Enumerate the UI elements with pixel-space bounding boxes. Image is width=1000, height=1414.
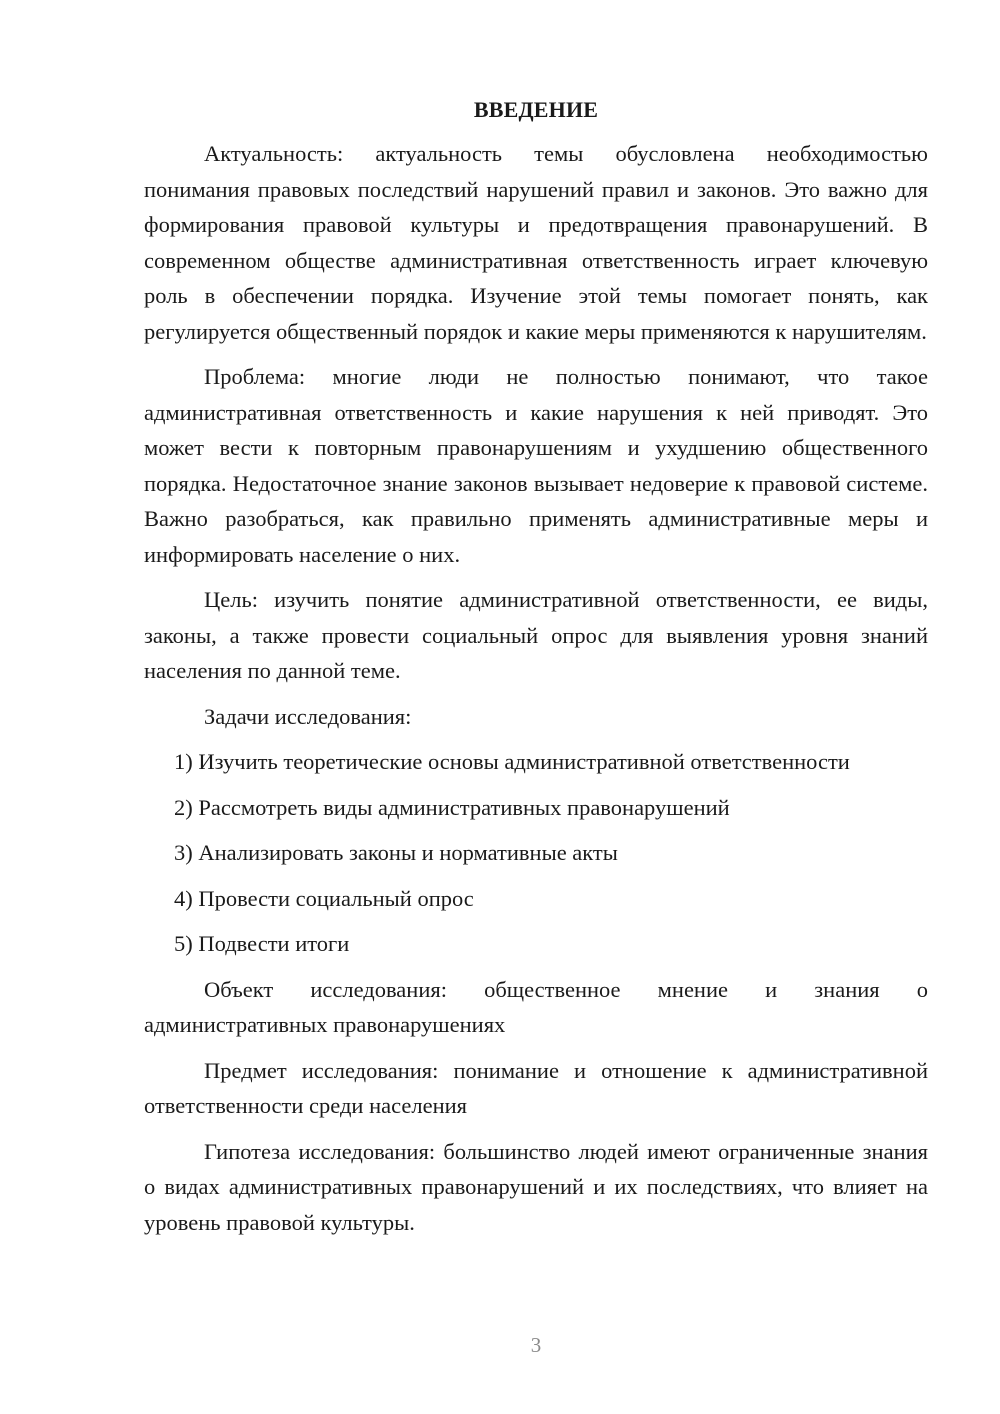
task-item-5: 5) Подвести итоги	[174, 931, 350, 956]
page-content	[144, 94, 928, 1250]
hypothesis-paragraph: Гипотеза исследования: большинство людей имеют ограниченные знания о видах административных правонарушений и их последствиях, что влияет на уровень правовой культуры.	[144, 1138, 928, 1235]
subject-paragraph: Предмет исследования: понимание и отношение к административной ответственности среди населения	[144, 1057, 928, 1118]
goal-paragraph: Цель: изучить понятие административной ответственности, ее виды, законы, а также провести социальный опрос для выявления уровня знаний населения по данной теме.	[144, 587, 928, 683]
tasks-heading: Задачи исследования:	[204, 703, 412, 729]
page-number: 3	[530, 1333, 542, 1357]
task-item-4: 4) Провести социальный опрос	[174, 885, 474, 911]
problem-paragraph: Проблема: многие люди не полностью понимают, что такое административная ответственность и какие нарушения к ней приводят. Это может вести к повторным правонарушениям и ухудшению общественного порядка. Недостаточное знание законов вызывает недоверие к правовой системе. Важно разобраться, как правильно применять административные меры и информировать население о них.	[144, 364, 928, 567]
task-item-2: 2) Рассмотреть виды административных правонарушений	[174, 794, 730, 820]
section-title: ВВЕДЕНИЕ	[473, 97, 599, 122]
task-item-3: 3) Анализировать законы и нормативные акты	[174, 840, 618, 865]
relevance-paragraph: Актуальность: актуальность темы обусловлена необходимостью понимания правовых последствий нарушений правил и законов. Это важно для формирования правовой культуры и предотвращения правонарушений. В современном обществе административная ответственность играет ключевую роль в обеспечении порядка. Изучение этой темы помогает понять, как регулируется общественный порядок и какие меры применяются к нарушителям.	[144, 141, 928, 344]
task-item-1: 1) Изучить теоретические основы административной ответственности	[174, 749, 850, 774]
object-paragraph: Объект исследования: общественное мнение и знания о административных правонарушениях	[144, 976, 928, 1037]
